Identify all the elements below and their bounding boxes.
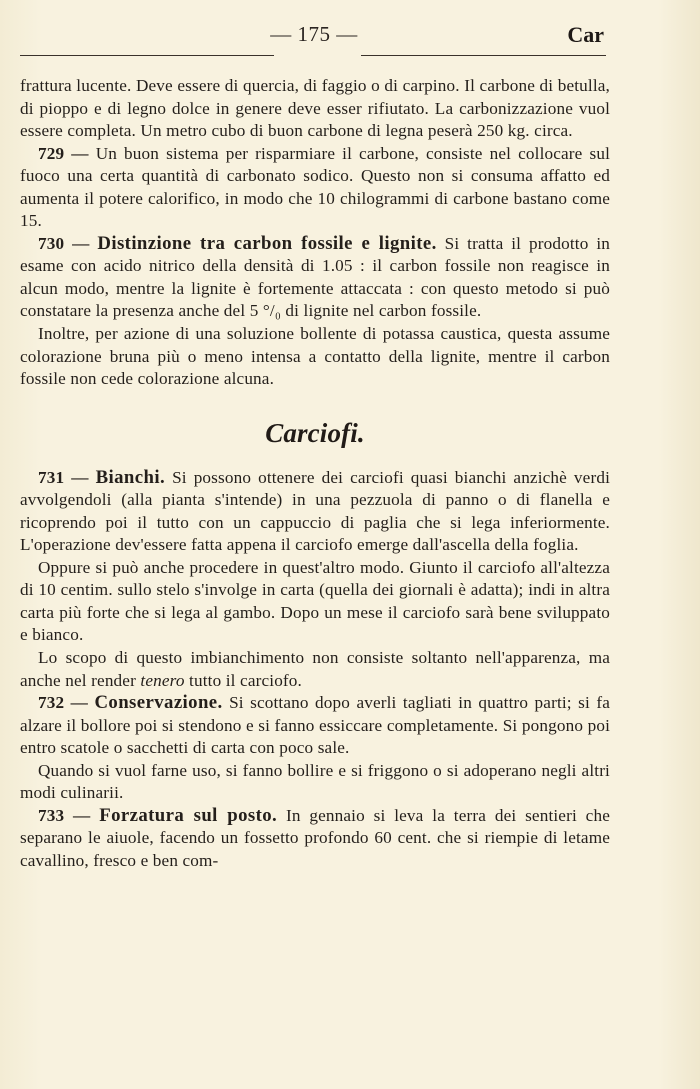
entry-730: [20, 233, 610, 323]
section-title-carciofi: Carciofi.: [265, 417, 365, 448]
entry-text-732: Si scottano dopo averli tagliati in quattro parti; si fa alzare il bollore poi si stendono e si fanno essiccare completamente. Si pongono poi entro scatole o sacchetti di carta con poco sale.: [20, 693, 611, 758]
entry-title-731: Bianchi.: [95, 466, 166, 488]
entry-732: [20, 692, 610, 760]
entry-title-733: Forzatura sul posto.: [99, 804, 278, 826]
paragraph-purpose: [20, 647, 610, 692]
page-header: [20, 22, 608, 52]
page-text: [20, 75, 610, 873]
entry-text-731: Si possono ottenere dei carciofi quasi bianchi anzichè verdi avvolgendoli (alla pianta s'intende) in una pezzuola di panno o di flanella e ricoprendo poi il tutto con un cappuccio di paglia che si lega inferiormente. L'operazione dev'essere fatta appena il carciofo emerge dall'ascella della foglia.: [20, 467, 610, 555]
purpose-text-start: Lo scopo di questo imbianchimento non consiste soltanto nell'apparenza, ma anche nel render: [20, 648, 610, 690]
entry-number-731: 731 —: [38, 467, 89, 487]
page-number: — 175 —: [270, 22, 358, 46]
entry-title-730: Distinzione tra carbon fossile e lignite.: [97, 232, 437, 254]
entry-number-733: 733 —: [38, 805, 91, 825]
purpose-italic-word: tenero: [140, 670, 185, 690]
purpose-text-end: tutto il carciofo.: [189, 670, 302, 690]
paragraph-carbon-quality: frattura lucente. Deve essere di quercia, di faggio o di carpino. Il carbone di betulla, di pioppo e di legno dolce in genere deve esser rifiutato. La carbonizzazione vuol essere completa. Un metro cubo di buon carbone di legna peserà 250 kg. circa.: [20, 76, 610, 141]
paragraph-alternative-method: Oppure si può anche procedere in quest'altro modo. Giunto il carciofo all'altezza di 10 centim. sullo stelo s'involge in carta (quella dei giornali è adatta); indi in altra carta più forte che si lega al gambo. Dopo un mese il carciofo sarà bene sviluppato e bianco.: [20, 557, 610, 645]
paragraph-potassa: Inoltre, per azione di una soluzione bollente di potassa caustica, questa assume colorazione bruna più o meno intensa a contatto della lignite, mentre il carbon fossile non cede colorazione alcuna.: [20, 324, 610, 389]
running-head: Car: [567, 22, 604, 47]
header-rule-left: [20, 55, 274, 56]
entry-title-732: Conservazione.: [94, 692, 223, 714]
header-rule-right: [361, 55, 606, 56]
entry-text-730: Si tratta il prodotto in esame con acido nitrico della densità di 1.05 : il carbon fossile non reagisce in alcun modo, mentre la lignite è fortemente attaccata : con questo metodo si può constatare la presenza anche del 5 °/₀ di lignite nel carbon fossile.: [20, 233, 610, 321]
entry-number-729: 729 —: [38, 143, 89, 163]
entry-text-733: In gennaio si leva la terra dei sentieri che separano le aiuole, facendo un fossetto profondo 60 cent. che si riempie di letame cavallino, fresco e ben com-: [20, 805, 610, 870]
entry-number-732: 732 —: [38, 693, 89, 713]
entry-733: [20, 805, 610, 873]
paragraph-use: Quando si vuol farne uso, si fanno bollire e si friggono o si adoperano negli altri modi culinarii.: [20, 760, 610, 803]
entry-number-730: 730 —: [38, 233, 90, 253]
entry-729: [20, 143, 610, 233]
entry-text-729: Un buon sistema per risparmiare il carbone, consiste nel collocare sul fuoco una certa quantità di carbonato sodico. Questo non si consuma affatto ed aumenta il potere calorifico, in modo che 10 chilogrammi di carbone bastano come 15.: [20, 143, 611, 231]
entry-731: [20, 467, 610, 557]
